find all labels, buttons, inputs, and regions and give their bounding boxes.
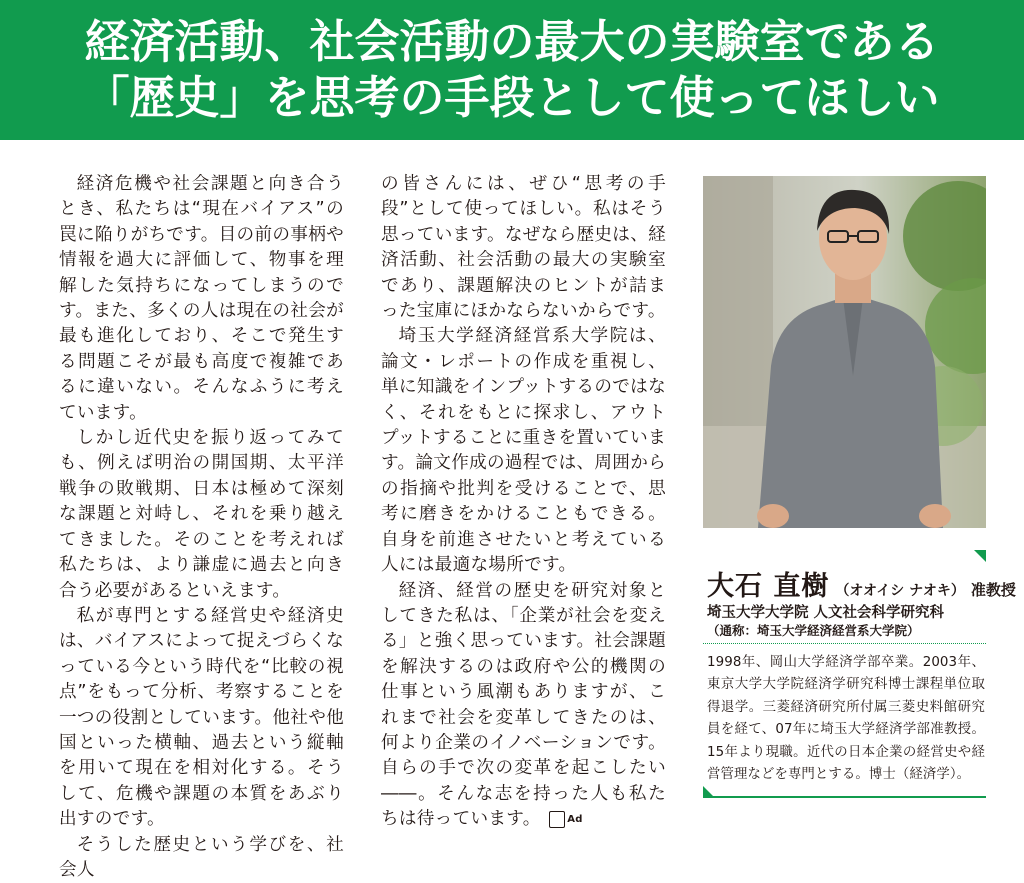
article-column-1 [59, 172, 344, 883]
divider [703, 643, 986, 644]
paragraph: しかし近代史を振り返ってみても、例えば明治の開国期、太平洋戦争の敗戦期、日本は極めて深刻な課題と対峙し、それを乗り越えてきました。そのことを考えれば私たちは、より謙虚に過去と向き合う必要があるといえます。 [59, 428, 344, 601]
paragraph: 私が専門とする経営史や経済史は、バイアスによって捉えづらくなっている今という時代を“比較の視点”をもって分析、考察することを一つの役割としています。他社や他国といった横軸、過去という縦軸を用いて現在を相対化する。そうして、危機や課題の本質をあぶり出すのです。 [59, 605, 344, 830]
corner-accent [974, 550, 986, 562]
bottom-rule [703, 796, 986, 798]
paragraph [381, 579, 666, 833]
paragraph: 埼玉大学経済経営系大学院は、論文・レポートの作成を重視し、単に知識をインプットするのではなく、それをもとに探求し、アウトプットすることに重きを置いています。論文作成の過程では、周囲からの指摘や批判を受けることで、思考に磨きをかけることもできる。自身を前進させたいと考えている人には最適な場所です。 [381, 326, 666, 576]
portrait-illustration [703, 176, 986, 528]
title-banner [0, 0, 1024, 140]
author-bio: 1998年、岡山大学経済学部卒業。2003年、東京大学大学院経済学研究科博士課程単位取得退学。三菱経済研究所付属三菱史料館研究員を経て、07年に埼玉大学経済学部准教授。15年より現職。近代の日本企業の経営史や経営管理などを専門とする。博士（経済学）。 [707, 655, 985, 783]
ad-mark-icon: Ad [549, 811, 565, 828]
author-rank: 准教授 [970, 581, 1016, 599]
name-row [707, 564, 1016, 603]
author-kana: （オオイシ ナオキ） [835, 583, 965, 599]
affiliation-alias: （通称：埼玉大学経済経営系大学院） [707, 623, 920, 638]
paragraph: 経済危機や社会課題と向き合うとき、私たちは“現在バイアス”の罠に陥りがちです。目の前の事柄や情報を過大に評価して、物事を理解した気持ちになってしまうのです。また、多くの人は現在の社会が最も進化しており、そこで発生する問題こそが最も高度で複雑であるに違いない。そんなふうに考えています。 [59, 174, 344, 423]
paragraph: そうした歴史という学びを、社会人 [59, 834, 344, 880]
headline-line-2: 「歴史」を思考の手段として使ってほしい [84, 71, 940, 124]
portrait-photo [703, 176, 986, 528]
author-profile [703, 550, 1016, 798]
author-affiliation: 埼玉大学大学院 人文社会科学研究科 [707, 605, 945, 621]
corner-accent [703, 786, 715, 798]
paragraph: の皆さんには、ぜひ“思考の手段”として使ってほしい。私はそう思っています。なぜなら歴史は、経済活動、社会活動の最大の実験室であり、課題解決のヒントが詰まった宝庫にほかならないからです。 [381, 174, 666, 322]
headline-line-1: 経済活動、社会活動の最大の実験室である [84, 15, 940, 68]
article-column-2 [381, 172, 666, 833]
author-name: 大石 直樹 [707, 571, 830, 602]
paragraph-text: 経済、経営の歴史を研究対象としてきた私は、「企業が社会を変える」と強く思っています。社会課題を解決するのは政府や公的機関の仕事という風潮もありますが、これまで社会を変革してきたのは、何より企業のイノベーションです。自らの手で次の変革を起こしたい――。そんな志を持った人も私たちは待っています。 [381, 580, 666, 830]
